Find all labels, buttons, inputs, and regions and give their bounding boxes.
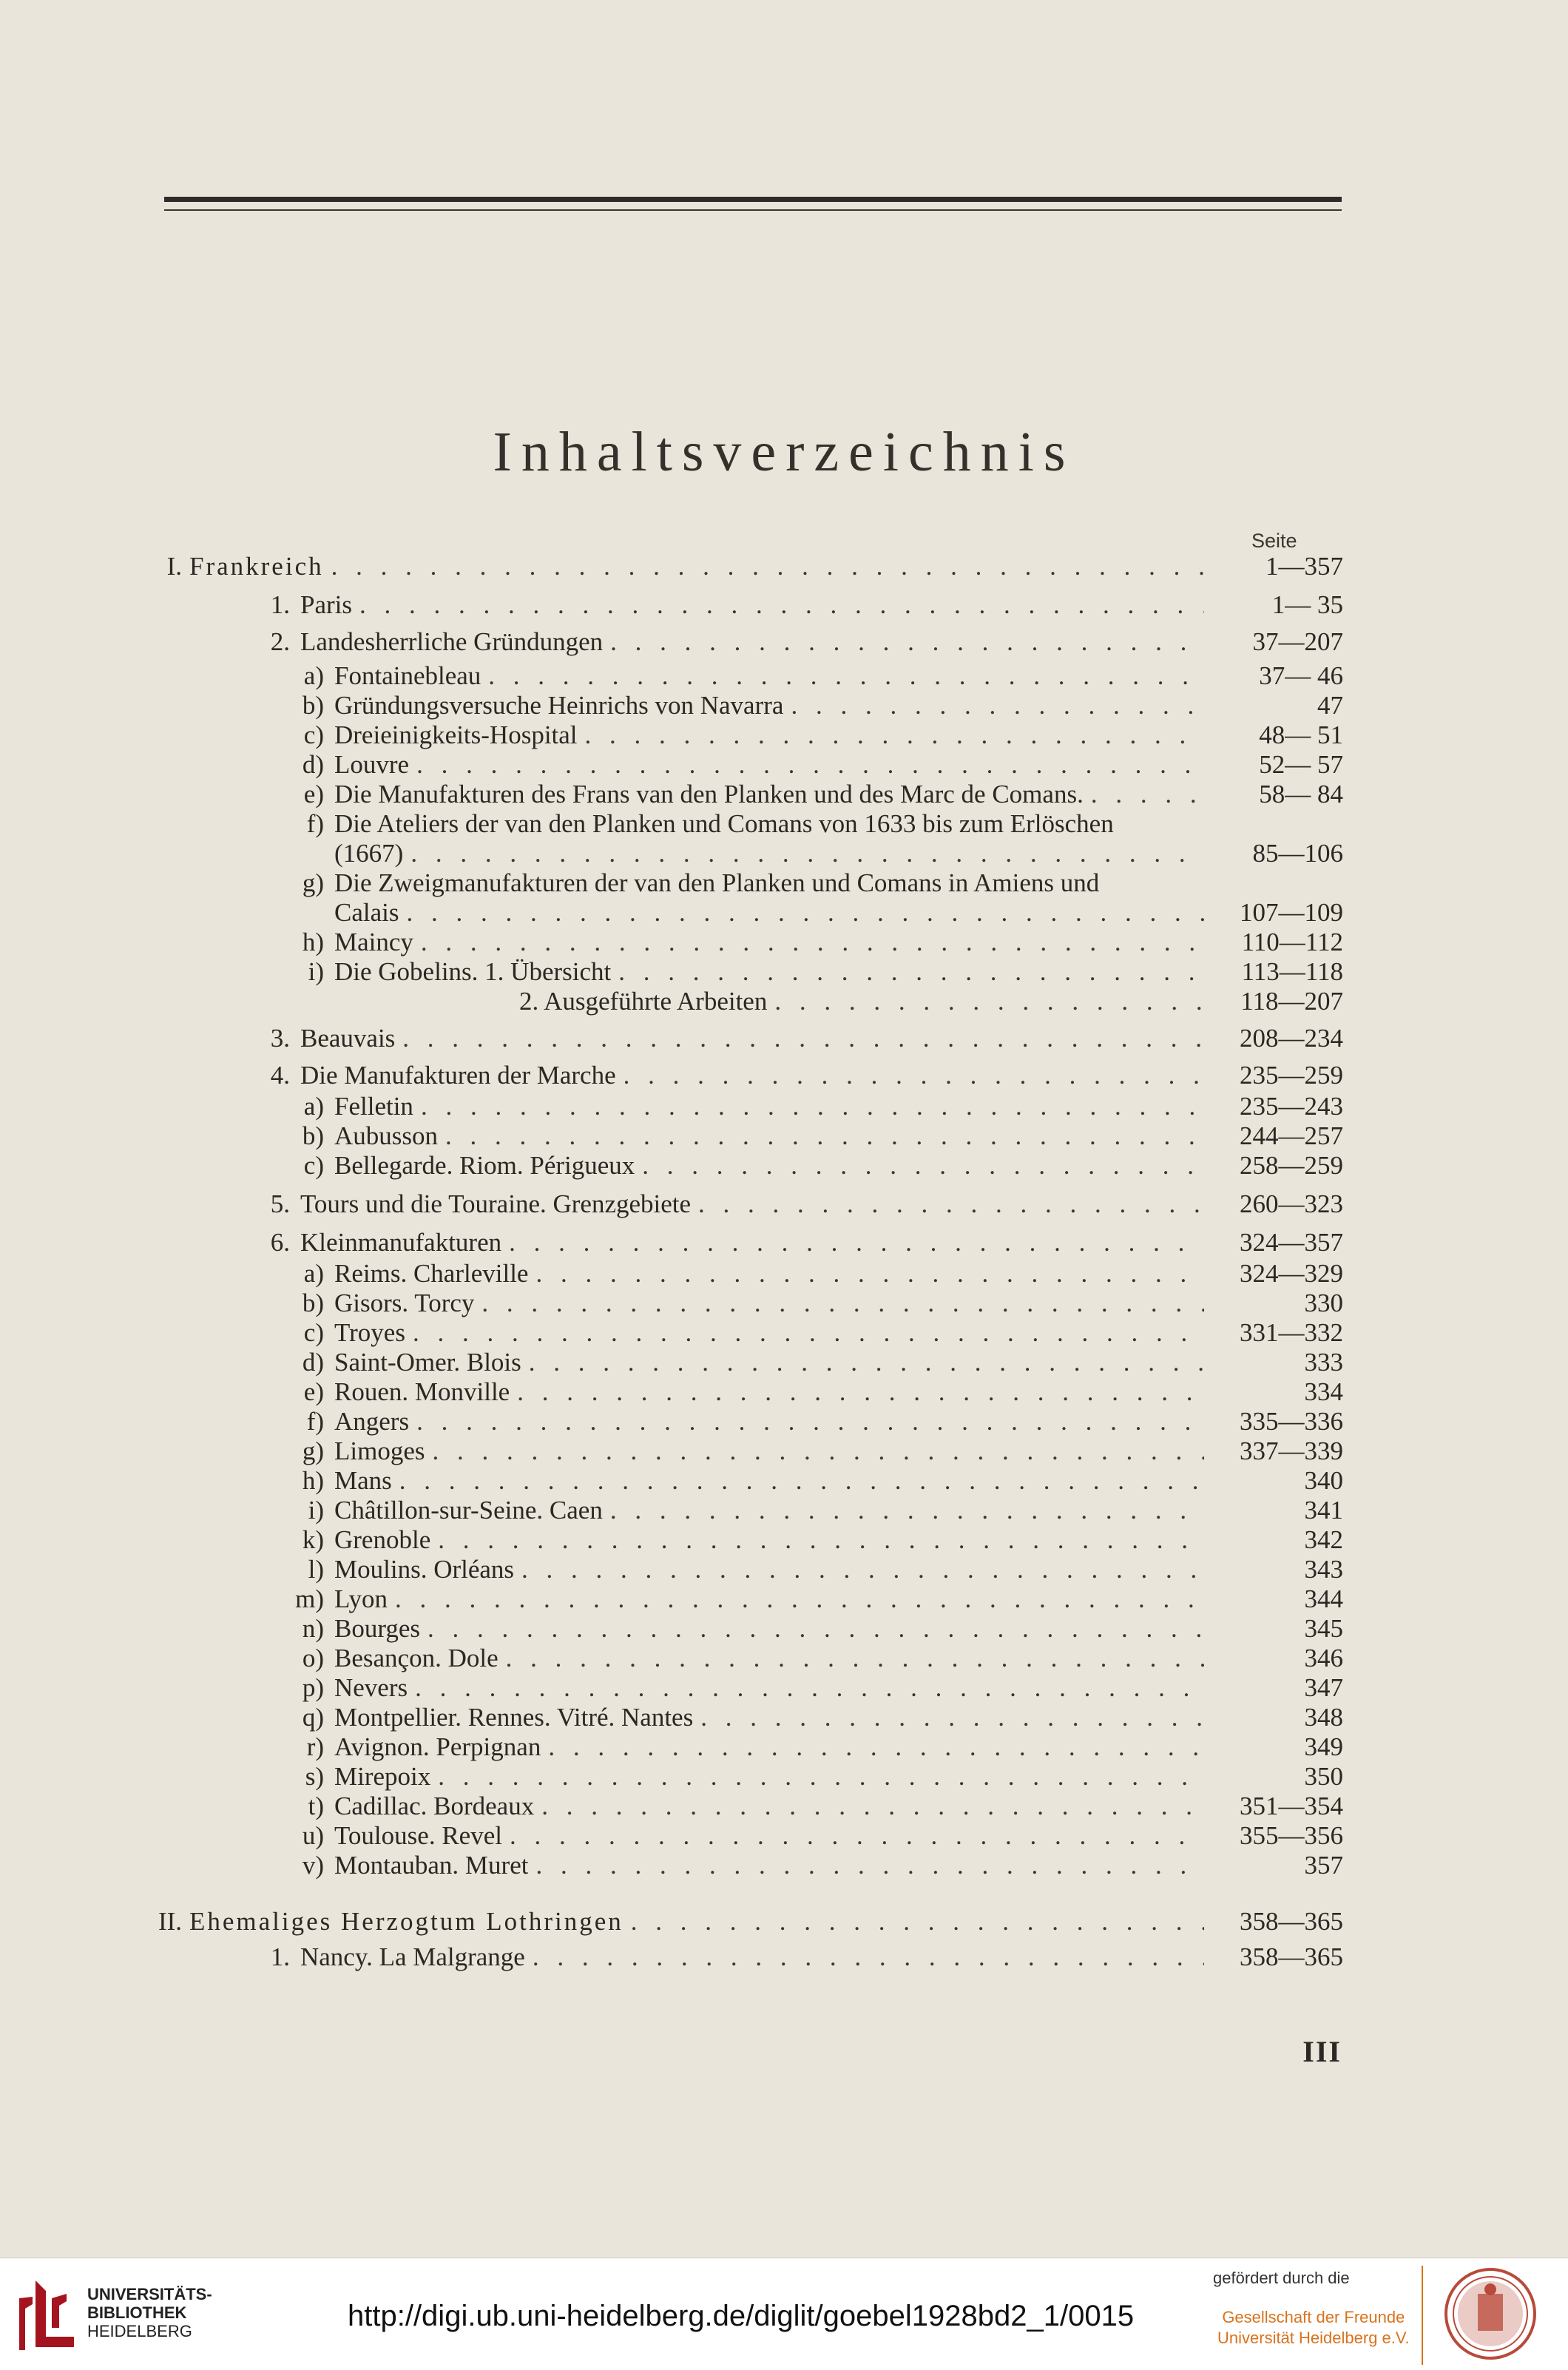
toc-entry-page: 324—329	[1240, 1259, 1343, 1288]
toc-entry-marker: 4.	[270, 1061, 290, 1090]
toc-dot-leader	[506, 1644, 1204, 1673]
toc-entry	[0, 1673, 1568, 1703]
toc-entry-page: 357	[1304, 1851, 1343, 1880]
toc-entry-marker: f)	[306, 1407, 324, 1436]
toc-entry-page: 110—112	[1241, 928, 1343, 956]
toc-entry	[0, 1614, 1568, 1644]
toc-entry-marker: r)	[306, 1732, 324, 1761]
toc-entry	[0, 1942, 1568, 1972]
university-seal-icon	[1444, 2267, 1537, 2360]
toc-entry	[0, 1584, 1568, 1614]
toc-dot-leader	[517, 1377, 1204, 1407]
toc-entry	[0, 898, 1568, 928]
toc-entry-title: Cadillac. Bordeaux	[334, 1792, 535, 1820]
toc-entry-title: Bellegarde. Riom. Périgueux	[334, 1151, 635, 1180]
toc-entry-title: Angers	[334, 1407, 410, 1436]
toc-entry-page: 1— 35	[1271, 590, 1343, 619]
toc-dot-leader	[1091, 780, 1204, 809]
toc-dot-leader	[535, 1851, 1204, 1880]
toc-entry	[0, 1525, 1568, 1555]
toc-entry	[0, 839, 1568, 868]
toc-entry-title: Grenoble	[334, 1525, 431, 1554]
toc-entry-page: 337—339	[1240, 1436, 1343, 1465]
toc-entry	[0, 1466, 1568, 1496]
toc-entry-title: Fontainebleau	[334, 661, 481, 690]
toc-entry-title: Rouen. Monville	[334, 1377, 510, 1406]
toc-entry-marker: t)	[308, 1792, 324, 1820]
toc-entry-title: Lyon	[334, 1584, 388, 1613]
toc-entry-page: 351—354	[1240, 1792, 1343, 1820]
toc-dot-leader	[529, 1348, 1204, 1377]
toc-entry-page: 358—365	[1240, 1907, 1343, 1936]
toc-entry	[0, 1121, 1568, 1151]
toc-entry-title: Calais	[334, 898, 399, 927]
toc-entry-title: Die Gobelins. 1. Übersicht	[334, 957, 612, 986]
toc-dot-leader	[331, 552, 1204, 581]
toc-entry-page: 58— 84	[1259, 780, 1343, 808]
toc-dot-leader	[445, 1121, 1204, 1151]
toc-entry-marker: 5.	[270, 1189, 290, 1218]
toc-entry-page: 334	[1304, 1377, 1343, 1406]
toc-entry-page: 258—259	[1240, 1151, 1343, 1180]
toc-dot-leader	[416, 1407, 1204, 1436]
toc-entry-marker: m)	[295, 1584, 324, 1613]
library-name	[87, 2285, 212, 2340]
toc-entry-page: 113—118	[1241, 957, 1343, 986]
toc-entry	[0, 1851, 1568, 1880]
toc-entry	[0, 590, 1568, 620]
toc-entry-page: 37—207	[1252, 627, 1343, 656]
toc-entry	[0, 1436, 1568, 1466]
toc-entry-page: 344	[1304, 1584, 1343, 1613]
toc-entry-marker: b)	[302, 1121, 324, 1150]
top-rule-thin	[164, 209, 1342, 211]
toc-entry-marker: g)	[302, 1436, 324, 1465]
toc-entry-marker: h)	[302, 1466, 324, 1495]
toc-entry-marker: b)	[302, 691, 324, 720]
toc-entry-page: 118—207	[1240, 987, 1343, 1016]
toc-entry-title: Aubusson	[334, 1121, 439, 1150]
toc-entry-marker: l)	[308, 1555, 324, 1584]
toc-entry-page: 48— 51	[1259, 720, 1343, 749]
toc-entry-title: Montpellier. Rennes. Vitré. Nantes	[334, 1703, 694, 1732]
toc-entry-title: Besançon. Dole	[334, 1644, 499, 1672]
toc-entry-marker: c)	[303, 1318, 324, 1347]
toc-entry-title: Gründungsversuche Heinrichs von Navarra	[334, 691, 784, 720]
toc-entry-title: Felletin	[334, 1092, 413, 1121]
footer-bar	[0, 2258, 1568, 2370]
toc-entry-page: 345	[1304, 1614, 1343, 1643]
toc-dot-leader	[481, 1289, 1204, 1318]
toc-entry	[0, 957, 1568, 987]
top-rule-thick	[164, 197, 1342, 202]
toc-dot-leader	[585, 720, 1204, 750]
toc-entry-marker: a)	[303, 1259, 324, 1288]
library-name-line1: UNIVERSITÄTS-	[87, 2285, 212, 2303]
toc-entry-marker: p)	[302, 1673, 324, 1702]
toc-entry-marker: u)	[302, 1821, 324, 1850]
toc-entry-title: Die Manufakturen des Frans van den Planken und des Marc de Comans.	[334, 780, 1084, 808]
toc-dot-leader	[535, 1259, 1204, 1289]
toc-entry-title: Saint-Omer. Blois	[334, 1348, 521, 1377]
toc-entry-page: 349	[1304, 1732, 1343, 1761]
toc-entry-page: 52— 57	[1259, 750, 1343, 779]
toc-entry-page: 355—356	[1240, 1821, 1343, 1850]
toc-entry	[0, 1644, 1568, 1673]
toc-entry	[0, 1189, 1568, 1219]
toc-entry	[0, 1377, 1568, 1407]
toc-dot-leader	[610, 627, 1204, 657]
toc-dot-leader	[402, 1024, 1204, 1053]
toc-entry-page: 333	[1304, 1348, 1343, 1377]
toc-entry-marker: II.	[158, 1907, 182, 1936]
toc-entry-marker: 3.	[270, 1024, 290, 1053]
toc-entry-title: Die Ateliers der van den Planken und Comans von 1633 bis zum Erlöschen	[334, 809, 1114, 838]
toc-entry-title: Nancy. La Malgrange	[300, 1942, 525, 1971]
toc-dot-leader	[631, 1907, 1204, 1937]
toc-entry-marker: a)	[303, 1092, 324, 1121]
toc-entry	[0, 1151, 1568, 1181]
toc-entry	[0, 1259, 1568, 1289]
toc-entry-title: Kleinmanufakturen	[300, 1228, 502, 1257]
toc-entry-marker: f)	[306, 809, 324, 838]
toc-entry-marker: v)	[302, 1851, 324, 1880]
toc-entry	[0, 1092, 1568, 1121]
toc-entry-title: Beauvais	[300, 1024, 396, 1053]
toc-entry-title: Dreieinigkeits-Hospital	[334, 720, 578, 749]
toc-entry-page: 343	[1304, 1555, 1343, 1584]
toc-dot-leader	[548, 1732, 1204, 1762]
library-name-line2: BIBLIOTHEK	[87, 2303, 187, 2322]
sponsor-name-line1: Gesellschaft der Freunde	[1222, 2308, 1405, 2326]
toc-entry-page: 107—109	[1240, 898, 1343, 927]
toc-dot-leader	[541, 1792, 1204, 1821]
toc-entry-marker: n)	[302, 1614, 324, 1643]
toc-dot-leader	[610, 1496, 1204, 1525]
toc-entry-page: 235—243	[1240, 1092, 1343, 1121]
toc-entry	[0, 661, 1568, 691]
toc-entry-page: 342	[1304, 1525, 1343, 1554]
toc-entry-page: 324—357	[1240, 1228, 1343, 1257]
toc-entry-title: Avignon. Perpignan	[334, 1732, 541, 1761]
toc-dot-leader	[791, 691, 1204, 720]
toc-entry-title: Troyes	[334, 1318, 405, 1347]
toc-entry-title: Moulins. Orléans	[334, 1555, 515, 1584]
toc-entry-marker: 6.	[270, 1228, 290, 1257]
toc-dot-leader	[618, 957, 1204, 987]
toc-entry	[0, 1907, 1568, 1937]
toc-entry-title: Louvre	[334, 750, 410, 779]
toc-entry	[0, 1732, 1568, 1762]
toc-dot-leader	[421, 1092, 1204, 1121]
toc-entry-marker: k)	[302, 1525, 324, 1554]
toc-dot-leader	[533, 1942, 1204, 1972]
toc-entry	[0, 552, 1568, 581]
toc-entry-title: Nevers	[334, 1673, 408, 1702]
toc-entry	[0, 1821, 1568, 1851]
footer-divider	[1422, 2266, 1423, 2365]
toc-entry-title: Limoges	[334, 1436, 425, 1465]
library-name-line3: HEIDELBERG	[87, 2322, 192, 2340]
toc-entry-page: 37— 46	[1259, 661, 1343, 690]
toc-entry	[0, 1061, 1568, 1090]
toc-entry-title: Toulouse. Revel	[334, 1821, 502, 1850]
toc-entry-title: Châtillon-sur-Seine. Caen	[334, 1496, 603, 1525]
toc-entry	[0, 1792, 1568, 1821]
toc-dot-leader	[438, 1525, 1204, 1555]
toc-dot-leader	[438, 1762, 1204, 1792]
toc-entry-title: Montauban. Muret	[334, 1851, 529, 1880]
toc-dot-leader	[521, 1555, 1204, 1584]
toc-entry-page: 85—106	[1252, 839, 1343, 868]
toc-entry-title: Die Manufakturen der Marche	[300, 1061, 616, 1090]
toc-entry-title: Reims. Charleville	[334, 1259, 529, 1288]
toc-entry-page: 340	[1304, 1466, 1343, 1495]
toc-dot-leader	[395, 1584, 1204, 1614]
toc-entry-title: 2. Ausgeführte Arbeiten	[519, 987, 768, 1016]
toc-entry-title: Maincy	[334, 928, 413, 956]
toc-entry-title: Tours und die Touraine. Grenzgebiete	[300, 1189, 692, 1218]
toc-entry-marker: d)	[302, 1348, 324, 1377]
toc-dot-leader	[509, 1228, 1204, 1257]
toc-entry-page: 348	[1304, 1703, 1343, 1732]
toc-entry-marker: d)	[302, 750, 324, 779]
toc-entry	[0, 1289, 1568, 1318]
sponsor-name-line2: Universität Heidelberg e.V.	[1217, 2329, 1410, 2347]
toc-entry-marker: h)	[302, 928, 324, 956]
toc-entry-title: Ehemaliges Herzogtum Lothringen	[189, 1907, 624, 1936]
toc-entry	[0, 1762, 1568, 1792]
permalink-url[interactable]: http://digi.ub.uni-heidelberg.de/diglit/goebel1928bd2_1/0015	[348, 2300, 1135, 2332]
toc-entry	[0, 868, 1568, 898]
toc-entry-page: 235—259	[1240, 1061, 1343, 1090]
toc-entry	[0, 1496, 1568, 1525]
toc-entry	[0, 1318, 1568, 1348]
toc-dot-leader	[510, 1821, 1204, 1851]
toc-dot-leader	[399, 1466, 1204, 1496]
toc-dot-leader	[406, 898, 1204, 928]
toc-entry-page: 347	[1304, 1673, 1343, 1702]
toc-dot-leader	[415, 1673, 1204, 1703]
sponsor-label: gefördert durch die	[1213, 2269, 1350, 2287]
toc-entry	[0, 627, 1568, 657]
toc-entry	[0, 780, 1568, 809]
toc-entry	[0, 691, 1568, 720]
toc-entry-page: 341	[1304, 1496, 1343, 1525]
toc-entry-title: Bourges	[334, 1614, 421, 1643]
toc-entry-marker: i)	[308, 1496, 324, 1525]
toc-dot-leader	[624, 1061, 1204, 1090]
page-title: Inhaltsverzeichnis	[493, 421, 1075, 483]
toc-dot-leader	[642, 1151, 1204, 1181]
toc-entry	[0, 1228, 1568, 1257]
toc-entry-title: Frankreich	[189, 552, 324, 581]
toc-entry-page: 358—365	[1240, 1942, 1343, 1971]
toc-dot-leader	[774, 987, 1204, 1016]
toc-entry	[0, 720, 1568, 750]
toc-entry-marker: a)	[303, 661, 324, 690]
toc-entry-page: 350	[1304, 1762, 1343, 1791]
toc-entry-title: Gisors. Torcy	[334, 1289, 475, 1317]
toc-entry-title: Paris	[300, 590, 352, 619]
toc-entry-marker: 1.	[270, 590, 290, 619]
toc-dot-leader	[488, 661, 1204, 691]
toc-entry-page: 208—234	[1240, 1024, 1343, 1053]
toc-entry	[0, 1555, 1568, 1584]
toc-entry	[0, 750, 1568, 780]
toc-entry-page: 47	[1317, 691, 1343, 720]
toc-dot-leader	[416, 750, 1204, 780]
toc-entry	[0, 1407, 1568, 1436]
toc-dot-leader	[359, 590, 1204, 620]
toc-entry-title: (1667)	[334, 839, 404, 868]
toc-entry-marker: e)	[303, 780, 324, 808]
toc-entry	[0, 1703, 1568, 1732]
toc-entry-page: 1—357	[1265, 552, 1343, 581]
toc-entry-page: 244—257	[1240, 1121, 1343, 1150]
toc-entry-page: 346	[1304, 1644, 1343, 1672]
toc-entry	[0, 1024, 1568, 1053]
toc-entry-page: 331—332	[1240, 1318, 1343, 1347]
toc-entry-marker: g)	[302, 868, 324, 897]
toc-entry-marker: s)	[305, 1762, 324, 1791]
toc-entry	[0, 987, 1568, 1016]
toc-dot-leader	[428, 1614, 1204, 1644]
toc-entry-marker: 1.	[270, 1942, 290, 1971]
toc-entry-title: Landesherrliche Gründungen	[300, 627, 604, 656]
toc-entry-page: 260—323	[1240, 1189, 1343, 1218]
toc-entry	[0, 1348, 1568, 1377]
sponsor-name	[1217, 2307, 1410, 2349]
toc-dot-leader	[413, 1318, 1204, 1348]
toc-entry-marker: i)	[308, 957, 324, 986]
toc-entry-marker: e)	[303, 1377, 324, 1406]
toc-dot-leader	[421, 928, 1204, 957]
toc-dot-leader	[432, 1436, 1204, 1466]
toc-entry-marker: 2.	[270, 627, 290, 656]
toc-dot-leader	[410, 839, 1204, 868]
toc-entry-marker: I.	[166, 552, 182, 581]
toc-entry-marker: c)	[303, 1151, 324, 1180]
toc-entry	[0, 809, 1568, 839]
toc-entry-page: 330	[1304, 1289, 1343, 1317]
toc-entry-marker: o)	[302, 1644, 324, 1672]
page-column-label: Seite	[1251, 530, 1297, 552]
toc-entry-marker: c)	[303, 720, 324, 749]
toc-entry-marker: b)	[302, 1289, 324, 1317]
toc-entry-title: Mans	[334, 1466, 392, 1495]
toc-dot-leader	[700, 1703, 1204, 1732]
ub-heidelberg-logo-icon	[15, 2276, 78, 2353]
toc-entry-title: Die Zweigmanufakturen der van den Planken und Comans in Amiens und	[334, 868, 1100, 897]
page-number: III	[1302, 2035, 1342, 2068]
toc-entry-page: 335—336	[1240, 1407, 1343, 1436]
toc-dot-leader	[698, 1189, 1204, 1219]
toc-entry-marker: q)	[302, 1703, 324, 1732]
toc-entry-title: Mirepoix	[334, 1762, 431, 1791]
toc-entry	[0, 928, 1568, 957]
